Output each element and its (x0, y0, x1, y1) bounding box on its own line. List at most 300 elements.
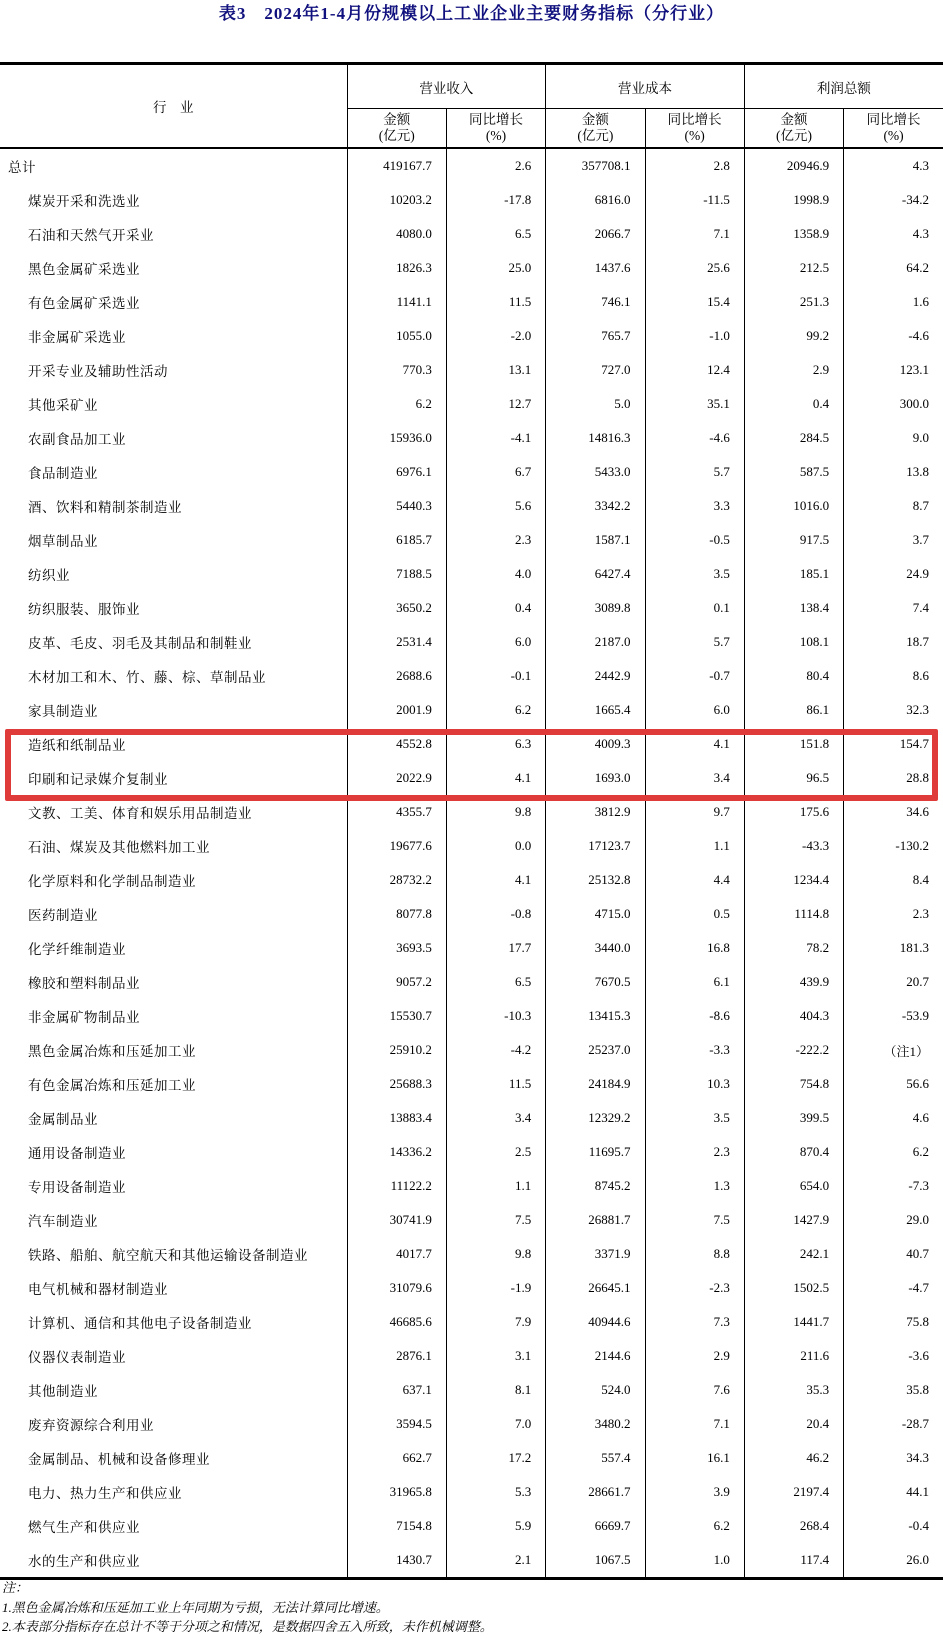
table-row (0, 1271, 943, 1305)
cell-value: 1234.4 (744, 863, 843, 897)
industry-name: 家具制造业 (28, 704, 98, 719)
cell-value: 2.1 (446, 1543, 545, 1579)
cell-value: 6976.1 (347, 455, 446, 489)
cell-value: 11.5 (446, 285, 545, 319)
cell-value: 2187.0 (546, 625, 645, 659)
cell-value: 251.3 (744, 285, 843, 319)
industry-name: 废弃资源综合利用业 (28, 1418, 154, 1433)
cell-value: 3342.2 (546, 489, 645, 523)
industry-name: 纺织服装、服饰业 (28, 602, 140, 617)
cell-value: 12.7 (446, 387, 545, 421)
cell-value: 1427.9 (744, 1203, 843, 1237)
cell-value: -0.8 (446, 897, 545, 931)
industry-name: 皮革、毛皮、羽毛及其制品和制鞋业 (28, 636, 252, 651)
industry-name: 烟草制品业 (28, 534, 98, 549)
cell-value: 28661.7 (546, 1475, 645, 1509)
cell-value: 5.7 (645, 625, 744, 659)
cell-value: 25688.3 (347, 1067, 446, 1101)
cell-value: 2144.6 (546, 1339, 645, 1373)
cell-value: 4.1 (645, 727, 744, 761)
cell-value: 25132.8 (546, 863, 645, 897)
cell-value: 6816.0 (546, 183, 645, 217)
cell-value: 300.0 (844, 387, 943, 421)
cell-value: 754.8 (744, 1067, 843, 1101)
cell-value: 7154.8 (347, 1509, 446, 1543)
cell-value: 5.7 (645, 455, 744, 489)
cell-value: -0.7 (645, 659, 744, 693)
table-row (0, 1203, 943, 1237)
cell-value: 138.4 (744, 591, 843, 625)
cell-value: 5440.3 (347, 489, 446, 523)
cell-value: 4.1 (446, 761, 545, 795)
cell-value: 662.7 (347, 1441, 446, 1475)
cell-value: 175.6 (744, 795, 843, 829)
cell-value: 12.4 (645, 353, 744, 387)
cell-value: 46685.6 (347, 1305, 446, 1339)
cell-value: 20.7 (844, 965, 943, 999)
cell-value: -34.2 (844, 183, 943, 217)
cell-value: 242.1 (744, 1237, 843, 1271)
group-header-cost: 营业成本 (546, 64, 745, 109)
cell-value: 746.1 (546, 285, 645, 319)
cell-value: 7.5 (446, 1203, 545, 1237)
industry-name: 仪器仪表制造业 (28, 1350, 126, 1365)
cell-value: 1437.6 (546, 251, 645, 285)
cell-value: 78.2 (744, 931, 843, 965)
cell-value: -43.3 (744, 829, 843, 863)
industry-column-header: 行 业 (0, 64, 347, 149)
cell-value: 10.3 (645, 1067, 744, 1101)
cell-value: 5.6 (446, 489, 545, 523)
industry-name: 水的生产和供应业 (28, 1554, 140, 1569)
industry-name: 非金属矿采选业 (28, 330, 126, 345)
cell-value: -0.1 (446, 659, 545, 693)
industry-name: 铁路、船舶、航空航天和其他运输设备制造业 (28, 1248, 308, 1263)
cell-value: 765.7 (546, 319, 645, 353)
cell-value: 2531.4 (347, 625, 446, 659)
cell-value: 6185.7 (347, 523, 446, 557)
cell-value: 4.3 (844, 217, 943, 251)
cell-value: 6.0 (446, 625, 545, 659)
cell-value: 2.5 (446, 1135, 545, 1169)
group-header-revenue: 营业收入 (347, 64, 546, 109)
cell-value: 4.6 (844, 1101, 943, 1135)
cell-value: 357708.1 (546, 148, 645, 183)
cell-value: 9.8 (446, 795, 545, 829)
table-row (0, 421, 943, 455)
table-row (0, 557, 943, 591)
cell-value: 80.4 (744, 659, 843, 693)
cell-value: 12329.2 (546, 1101, 645, 1135)
cell-value: -4.7 (844, 1271, 943, 1305)
cell-value: 11695.7 (546, 1135, 645, 1169)
table-row (0, 148, 943, 183)
cell-value: 1587.1 (546, 523, 645, 557)
cell-value: -0.4 (844, 1509, 943, 1543)
industry-name: 黑色金属矿采选业 (28, 262, 140, 277)
cell-value: 7.0 (446, 1407, 545, 1441)
industry-name: 有色金属矿采选业 (28, 296, 140, 311)
cell-value: 2442.9 (546, 659, 645, 693)
cell-value: 11122.2 (347, 1169, 446, 1203)
table-body (0, 148, 943, 1579)
cell-value: 40944.6 (546, 1305, 645, 1339)
cell-value: 268.4 (744, 1509, 843, 1543)
table-row (0, 1441, 943, 1475)
cell-value: 5.9 (446, 1509, 545, 1543)
table-row (0, 1135, 943, 1169)
table-row (0, 625, 943, 659)
cell-value: 4.0 (446, 557, 545, 591)
cell-value: 16.8 (645, 931, 744, 965)
cell-value: 2001.9 (347, 693, 446, 727)
cell-value: 7670.5 (546, 965, 645, 999)
cell-value: 419167.7 (347, 148, 446, 183)
subheader-cost-amount: 金额 (亿元) (546, 109, 645, 149)
cell-value: 6.5 (446, 965, 545, 999)
cell-value: 7.3 (645, 1305, 744, 1339)
cell-value: 6.3 (446, 727, 545, 761)
industry-name: 化学纤维制造业 (28, 942, 126, 957)
industry-name: 电力、热力生产和供应业 (28, 1486, 182, 1501)
cell-value: 2.8 (645, 148, 744, 183)
industry-name: 黑色金属冶炼和压延加工业 (28, 1044, 196, 1059)
cell-value: 524.0 (546, 1373, 645, 1407)
table-row (0, 387, 943, 421)
cell-value: 117.4 (744, 1543, 843, 1579)
cell-value: 1998.9 (744, 183, 843, 217)
cell-value: 31965.8 (347, 1475, 446, 1509)
cell-value: 3.1 (446, 1339, 545, 1373)
cell-value: 2.6 (446, 148, 545, 183)
cell-value: 2.9 (645, 1339, 744, 1373)
cell-value: 26.0 (844, 1543, 943, 1579)
industry-name: 通用设备制造业 (28, 1146, 126, 1161)
table-row (0, 1033, 943, 1067)
cell-value: 99.2 (744, 319, 843, 353)
cell-value: 7.5 (645, 1203, 744, 1237)
footnote-label: 注： (2, 1580, 29, 1595)
cell-value: 35.1 (645, 387, 744, 421)
industry-name: 石油、煤炭及其他燃料加工业 (28, 840, 210, 855)
cell-value: 9.7 (645, 795, 744, 829)
cell-value: 1441.7 (744, 1305, 843, 1339)
cell-value: 11.5 (446, 1067, 545, 1101)
cell-value: 25.0 (446, 251, 545, 285)
cell-value: 30741.9 (347, 1203, 446, 1237)
cell-value: 212.5 (744, 251, 843, 285)
cell-value: 75.8 (844, 1305, 943, 1339)
cell-value: 7.1 (645, 1407, 744, 1441)
table-row (0, 251, 943, 285)
cell-value: 0.4 (744, 387, 843, 421)
cell-value: 8077.8 (347, 897, 446, 931)
cell-value: 1016.0 (744, 489, 843, 523)
cell-value: 4017.7 (347, 1237, 446, 1271)
cell-value: 26881.7 (546, 1203, 645, 1237)
cell-value: -222.2 (744, 1033, 843, 1067)
cell-value: -130.2 (844, 829, 943, 863)
page-title: 表3 2024年1-4月份规模以上工业企业主要财务指标（分行业） (218, 4, 725, 23)
cell-value: 2197.4 (744, 1475, 843, 1509)
table-row (0, 693, 943, 727)
cell-value: 35.3 (744, 1373, 843, 1407)
cell-value: 44.1 (844, 1475, 943, 1509)
table-row (0, 931, 943, 965)
cell-value: 96.5 (744, 761, 843, 795)
cell-value: -0.5 (645, 523, 744, 557)
cell-value: -53.9 (844, 999, 943, 1033)
industry-name: 造纸和纸制品业 (28, 738, 126, 753)
cell-value: 6.2 (347, 387, 446, 421)
cell-value: 3480.2 (546, 1407, 645, 1441)
cell-value: 1.1 (446, 1169, 545, 1203)
industry-name: 文教、工美、体育和娱乐用品制造业 (28, 806, 252, 821)
cell-value: 3.9 (645, 1475, 744, 1509)
subheader-revenue-amount: 金额 (亿元) (347, 109, 446, 149)
table-row (0, 965, 943, 999)
cell-value: 2.3 (645, 1135, 744, 1169)
cell-value: 2688.6 (347, 659, 446, 693)
cell-value: -3.6 (844, 1339, 943, 1373)
cell-value: 13883.4 (347, 1101, 446, 1135)
table-row (0, 727, 943, 761)
industry-name: 专用设备制造业 (28, 1180, 126, 1195)
cell-value: 17123.7 (546, 829, 645, 863)
table-row (0, 1237, 943, 1271)
cell-value: 16.1 (645, 1441, 744, 1475)
cell-value: 8.7 (844, 489, 943, 523)
table-header (0, 64, 943, 149)
cell-value: 1067.5 (546, 1543, 645, 1579)
table-row (0, 285, 943, 319)
cell-value: 185.1 (744, 557, 843, 591)
cell-value: 4552.8 (347, 727, 446, 761)
industry-name: 电气机械和器材制造业 (28, 1282, 168, 1297)
industry-name: 其他采矿业 (28, 398, 98, 413)
cell-value: 86.1 (744, 693, 843, 727)
cell-value: 6.1 (645, 965, 744, 999)
industry-name: 橡胶和塑料制品业 (28, 976, 140, 991)
cell-value: 2022.9 (347, 761, 446, 795)
industry-name: 燃气生产和供应业 (28, 1520, 140, 1535)
industry-name: 酒、饮料和精制茶制造业 (28, 500, 182, 515)
cell-value: 6669.7 (546, 1509, 645, 1543)
table-row (0, 1373, 943, 1407)
cell-value: 9057.2 (347, 965, 446, 999)
cell-value: 1693.0 (546, 761, 645, 795)
table-row (0, 1543, 943, 1579)
cell-value: 7.9 (446, 1305, 545, 1339)
footnotes (2, 1578, 932, 1637)
cell-value: 14336.2 (347, 1135, 446, 1169)
cell-value: 28732.2 (347, 863, 446, 897)
cell-value: （注1） (844, 1033, 943, 1067)
cell-value: -4.2 (446, 1033, 545, 1067)
table-row (0, 1339, 943, 1373)
cell-value: 3.4 (645, 761, 744, 795)
cell-value: 46.2 (744, 1441, 843, 1475)
cell-value: 1430.7 (347, 1543, 446, 1579)
cell-value: 25.6 (645, 251, 744, 285)
cell-value: 6.2 (446, 693, 545, 727)
table-row (0, 1509, 943, 1543)
cell-value: 3.3 (645, 489, 744, 523)
cell-value: -4.6 (844, 319, 943, 353)
cell-value: 654.0 (744, 1169, 843, 1203)
cell-value: 56.6 (844, 1067, 943, 1101)
table-row (0, 523, 943, 557)
cell-value: 24.9 (844, 557, 943, 591)
cell-value: 154.7 (844, 727, 943, 761)
cell-value: 8.8 (645, 1237, 744, 1271)
cell-value: 587.5 (744, 455, 843, 489)
cell-value: 24184.9 (546, 1067, 645, 1101)
cell-value: 4715.0 (546, 897, 645, 931)
cell-value: 399.5 (744, 1101, 843, 1135)
industry-name: 汽车制造业 (28, 1214, 98, 1229)
cell-value: 1.0 (645, 1543, 744, 1579)
cell-value: -1.0 (645, 319, 744, 353)
cell-value: 3089.8 (546, 591, 645, 625)
cell-value: 5.0 (546, 387, 645, 421)
cell-value: 4355.7 (347, 795, 446, 829)
table-row (0, 863, 943, 897)
cell-value: 404.3 (744, 999, 843, 1033)
cell-value: 4.3 (844, 148, 943, 183)
industry-name: 化学原料和化学制品制造业 (28, 874, 196, 889)
cell-value: 3812.9 (546, 795, 645, 829)
cell-value: 870.4 (744, 1135, 843, 1169)
cell-value: 6.0 (645, 693, 744, 727)
cell-value: 15.4 (645, 285, 744, 319)
cell-value: 284.5 (744, 421, 843, 455)
cell-value: 13.1 (446, 353, 545, 387)
cell-value: 1665.4 (546, 693, 645, 727)
table-row (0, 829, 943, 863)
cell-value: 727.0 (546, 353, 645, 387)
cell-value: 10203.2 (347, 183, 446, 217)
cell-value: 1114.8 (744, 897, 843, 931)
cell-value: 64.2 (844, 251, 943, 285)
cell-value: 211.6 (744, 1339, 843, 1373)
table-row (0, 1407, 943, 1441)
industry-name: 其他制造业 (28, 1384, 98, 1399)
cell-value: 439.9 (744, 965, 843, 999)
cell-value: 4.1 (446, 863, 545, 897)
cell-value: 32.3 (844, 693, 943, 727)
cell-value: 34.6 (844, 795, 943, 829)
cell-value: 0.0 (446, 829, 545, 863)
cell-value: 770.3 (347, 353, 446, 387)
cell-value: 2.9 (744, 353, 843, 387)
table-row (0, 795, 943, 829)
group-header-profit: 利润总额 (744, 64, 943, 109)
cell-value: 15936.0 (347, 421, 446, 455)
cell-value: 8745.2 (546, 1169, 645, 1203)
cell-value: 15530.7 (347, 999, 446, 1033)
table-row (0, 1067, 943, 1101)
table-row (0, 897, 943, 931)
cell-value: 7.1 (645, 217, 744, 251)
cell-value: 1055.0 (347, 319, 446, 353)
industry-name: 计算机、通信和其他电子设备制造业 (28, 1316, 252, 1331)
cell-value: -8.6 (645, 999, 744, 1033)
table-row (0, 489, 943, 523)
cell-value: 1826.3 (347, 251, 446, 285)
table-row (0, 591, 943, 625)
cell-value: 1358.9 (744, 217, 843, 251)
cell-value: 6427.4 (546, 557, 645, 591)
table-row (0, 659, 943, 693)
cell-value: 9.0 (844, 421, 943, 455)
cell-value: 1502.5 (744, 1271, 843, 1305)
cell-value: 0.1 (645, 591, 744, 625)
cell-value: 14816.3 (546, 421, 645, 455)
industry-name: 金属制品、机械和设备修理业 (28, 1452, 210, 1467)
cell-value: 17.7 (446, 931, 545, 965)
cell-value: 13415.3 (546, 999, 645, 1033)
subheader-revenue-growth: 同比增长 (%) (446, 109, 545, 149)
industry-name: 非金属矿物制品业 (28, 1010, 140, 1025)
cell-value: 3594.5 (347, 1407, 446, 1441)
cell-value: -1.9 (446, 1271, 545, 1305)
cell-value: 31079.6 (347, 1271, 446, 1305)
cell-value: 3.5 (645, 557, 744, 591)
cell-value: 557.4 (546, 1441, 645, 1475)
cell-value: 3.4 (446, 1101, 545, 1135)
cell-value: 6.2 (645, 1509, 744, 1543)
table-row (0, 1305, 943, 1339)
cell-value: 0.4 (446, 591, 545, 625)
cell-value: -2.3 (645, 1271, 744, 1305)
cell-value: 8.6 (844, 659, 943, 693)
table-row (0, 353, 943, 387)
cell-value: 5.3 (446, 1475, 545, 1509)
cell-value: 13.8 (844, 455, 943, 489)
cell-value: 6.2 (844, 1135, 943, 1169)
footnote-2: 2.本表部分指标存在总计不等于分项之和情况，是数据四舍五入所致，未作机械调整。 (2, 1619, 493, 1634)
cell-value: 20.4 (744, 1407, 843, 1441)
cell-value: -4.6 (645, 421, 744, 455)
table-row (0, 1101, 943, 1135)
cell-value: 6.7 (446, 455, 545, 489)
cell-value: 3693.5 (347, 931, 446, 965)
industry-name: 纺织业 (28, 568, 70, 583)
cell-value: 3440.0 (546, 931, 645, 965)
table-row (0, 217, 943, 251)
cell-value: 9.8 (446, 1237, 545, 1271)
industry-name: 石油和天然气开采业 (28, 228, 154, 243)
cell-value: 917.5 (744, 523, 843, 557)
cell-value: 4009.3 (546, 727, 645, 761)
cell-value: -4.1 (446, 421, 545, 455)
cell-value: 20946.9 (744, 148, 843, 183)
table-row (0, 999, 943, 1033)
industry-name: 总计 (8, 160, 36, 175)
subheader-profit-amount: 金额 (亿元) (744, 109, 843, 149)
cell-value: 18.7 (844, 625, 943, 659)
table-row (0, 1169, 943, 1203)
cell-value: 2066.7 (546, 217, 645, 251)
industry-name: 印刷和记录媒介复制业 (28, 772, 168, 787)
cell-value: 34.3 (844, 1441, 943, 1475)
cell-value: -7.3 (844, 1169, 943, 1203)
cell-value: 637.1 (347, 1373, 446, 1407)
cell-value: 5433.0 (546, 455, 645, 489)
cell-value: 35.8 (844, 1373, 943, 1407)
cell-value: 1.3 (645, 1169, 744, 1203)
